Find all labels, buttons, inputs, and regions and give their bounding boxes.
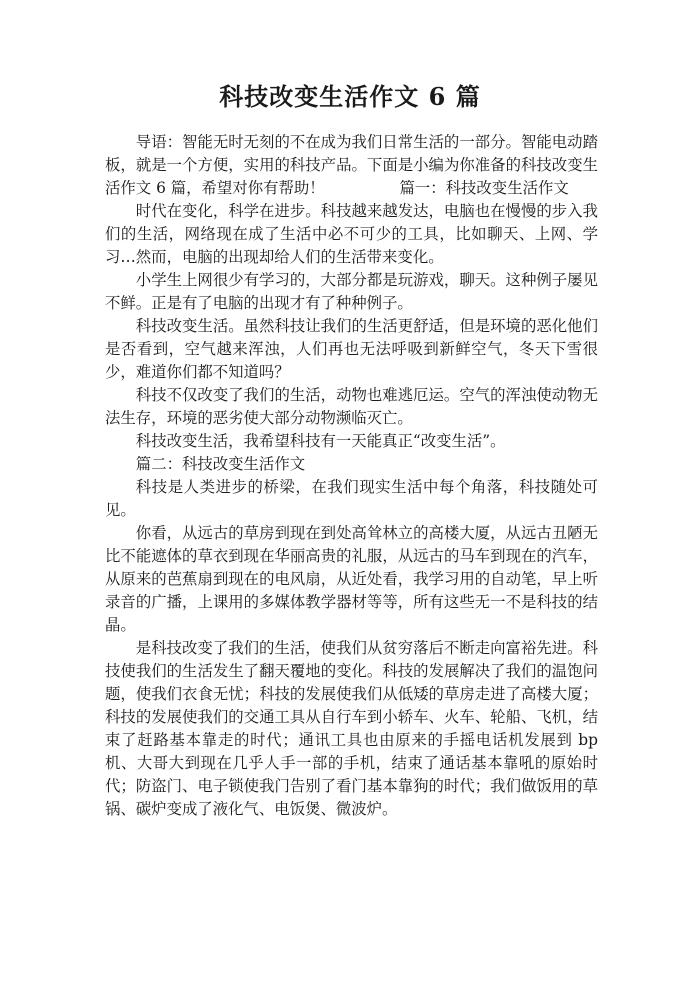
paragraph: 是科技改变了我们的生活，使我们从贫穷落后不断走向富裕先进。科技使我们的生活发生了翻天覆地的变化。科技的发展解决了我们的温饱问题，使我们衣食无忧；科技的发展使我们从低矮的草房走进了高楼大厦；科技的发展使我们的交通工具从自行车到小轿车、火车、轮船、飞机，结束了赶路基本靠走的时代；通讯工具也由原来的手摇电话机发展到 bp 机、大哥大到现在几乎人手一部的手机，结束了通话基本靠吼的原始时代；防盗门、电子锁使我门告别了看门基本靠狗的时代；我们做饭用的草锅、碳炉变成了液化气、电饭煲、微波炉。 — [105, 639, 598, 818]
section2-heading: 篇二：科技改变生活作文 — [135, 455, 306, 473]
paragraph: 时代在变化，科学在进步。科技越来越发达，电脑也在慢慢的步入我们的生活，网络现在成了生活中必不可少的工具，比如聊天、上网、学习…然而，电脑的出现却给人们的生活带来变化。 — [105, 202, 598, 266]
section1-heading: 篇一：科技改变生活作文 — [399, 179, 569, 197]
document-body — [105, 131, 598, 821]
paragraph: 科技不仅改变了我们的生活，动物也难逃厄运。空气的浑浊使动物无法生存，环境的恶劣使大部分动物濒临灭亡。 — [105, 386, 598, 427]
intro-paragraph — [105, 131, 598, 200]
document-title: 科技改变生活作文 6 篇 — [219, 82, 481, 111]
paragraph: 小学生上网很少有学习的，大部分都是玩游戏，聊天。这种例子屡见不鲜。正是有了电脑的出现才有了种种例子。 — [105, 271, 598, 312]
paragraph: 科技改变生活。虽然科技让我们的生活更舒适，但是环境的恶化他们是否看到，空气越来浑浊，人们再也无法呼吸到新鲜空气，冬天下雪很少，难道你们都不知道吗？ — [105, 317, 598, 381]
paragraph: 你看，从远古的草房到现在到处高耸林立的高楼大厦，从远古丑陋无比不能遮体的草衣到现在华丽高贵的礼服，从远古的马车到现在的汽车，从原来的芭蕉扇到现在的电风扇，从近处看，我学习用的自动笔，早上听录音的广播，上课用的多媒体教学器材等等，所有这些无一不是科技的结晶。 — [105, 524, 598, 634]
paragraph: 科技改变生活，我希望科技有一天能真正“改变生活”。 — [135, 432, 506, 450]
paragraph: 科技是人类进步的桥梁，在我们现实生活中每个角落，科技随处可见。 — [105, 478, 598, 519]
intro-text: 导语：智能无时无刻的不在成为我们日常生活的一部分。智能电动踏板，就是一个方便，实用的科技产品。下面是小编为你准备的科技改变生活作文 6 篇，希望对你有帮助！ — [105, 133, 598, 197]
